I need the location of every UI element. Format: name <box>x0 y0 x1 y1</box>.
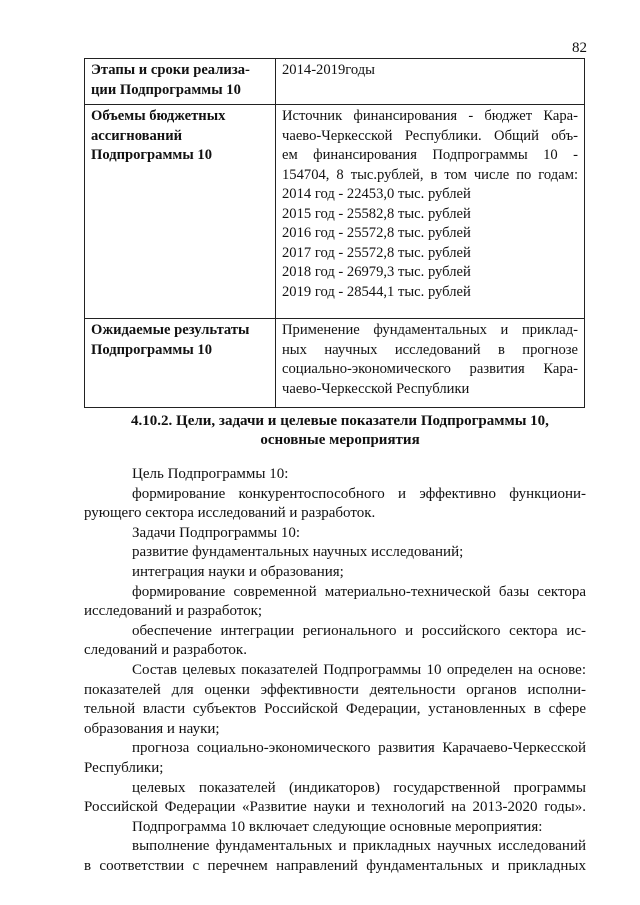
value-line-year-2018: 2018 год - 26979,3 тыс. рублей <box>282 264 471 280</box>
value-line: 154704, 8 тыс.рублей, в том числе по годам: <box>282 166 578 183</box>
body-text <box>84 465 586 876</box>
label-line: Этапы и сроки реализа- <box>91 62 250 78</box>
paragraph-line: прогноза социально-экономического развития Карачаево-Черкесской <box>132 740 586 757</box>
paragraph-line: Состав целевых показателей Подпрограммы 10 определен на основе: <box>132 661 586 678</box>
row-label-results <box>85 319 276 408</box>
row-label-budget <box>85 105 276 319</box>
value-line: ем финансирования Подпрограммы 10 - <box>282 147 578 163</box>
value-line-year-2017: 2017 год - 25572,8 тыс. рублей <box>282 244 471 261</box>
label-line: Ожидаемые результаты <box>91 322 250 338</box>
label-line: Объемы бюджетных <box>91 108 226 124</box>
subprogram-passport-table <box>84 58 585 408</box>
paragraph-tasks-heading: Задачи Подпрограммы 10: <box>132 524 301 541</box>
paragraph-line: Республики; <box>84 759 164 776</box>
paragraph-line: рующего сектора исследований и разработок. <box>84 505 376 522</box>
section-heading-line: 4.10.2. Цели, задачи и целевые показатели Подпрограммы 10, <box>131 413 549 429</box>
section-heading-line: основные мероприятия <box>260 432 420 448</box>
paragraph-line: Российской Федерации «Развитие науки и технологий на 2013-2020 годы». <box>84 799 586 816</box>
paragraph-line: формирование конкурентоспособного и эффективно функциони- <box>132 485 586 502</box>
value-line: 2014-2019годы <box>282 62 375 78</box>
paragraph-line: тельной власти субъектов Российской Федерации, установленных в сфере <box>84 701 586 718</box>
table-row-stages <box>85 59 585 105</box>
page-number: 82 <box>572 40 587 56</box>
paragraph-line: выполнение фундаментальных и прикладных научных исследований <box>132 838 586 855</box>
value-line-year-2019: 2019 год - 28544,1 тыс. рублей <box>282 283 471 300</box>
paragraph-line: целевых показателей (индикаторов) государственной программы <box>132 779 586 796</box>
paragraph-line: обеспечение интеграции регионального и российского сектора ис- <box>132 622 586 639</box>
paragraph-line: образования и науки; <box>84 720 220 737</box>
paragraph-line: интеграция науки и образования; <box>132 563 344 580</box>
table-row-results <box>85 319 585 408</box>
paragraph-measures-heading: Подпрограмма 10 включает следующие основные мероприятия: <box>132 818 543 835</box>
value-line-year-2014: 2014 год - 22453,0 тыс. рублей <box>282 186 471 202</box>
table-row-budget <box>85 105 585 319</box>
value-line: ных научных исследований в прогнозе <box>282 341 578 358</box>
paragraph-goal-heading: Цель Подпрограммы 10: <box>132 466 289 482</box>
row-value-results <box>276 319 585 408</box>
paragraph-line: формирование современной материально-технической базы сектора <box>132 583 586 600</box>
row-label-stages <box>85 59 276 105</box>
paragraph-line: следований и разработок. <box>84 642 247 659</box>
value-line: социально-экономического развития Кара- <box>282 361 578 377</box>
value-line-year-2015: 2015 год - 25582,8 тыс. рублей <box>282 205 471 222</box>
paragraph-line: развитие фундаментальных научных исследований; <box>132 544 464 561</box>
paragraph-line: исследований и разработок; <box>84 603 263 620</box>
row-value-stages <box>276 59 585 105</box>
label-line: Подпрограммы 10 <box>91 147 212 163</box>
value-line: чаево-Черкесской Республики. Общий объ- <box>282 127 578 144</box>
section-heading <box>100 412 580 450</box>
paragraph-line: в соответствии с перечнем направлений фундаментальных и прикладных <box>84 857 586 874</box>
label-line: ассигнований <box>91 127 183 144</box>
label-line: Подпрограммы 10 <box>91 341 212 358</box>
value-line: Источник финансирования - бюджет Кара- <box>282 108 578 124</box>
value-line: Применение фундаментальных и приклад- <box>282 322 578 338</box>
label-line: ции Подпрограммы 10 <box>91 81 241 98</box>
value-line-year-2016: 2016 год - 25572,8 тыс. рублей <box>282 225 471 241</box>
value-line: чаево-Черкесской Республики <box>282 380 470 397</box>
row-value-budget <box>276 105 585 319</box>
paragraph-line: показателей для оценки эффективности деятельности органов исполни- <box>84 681 586 698</box>
